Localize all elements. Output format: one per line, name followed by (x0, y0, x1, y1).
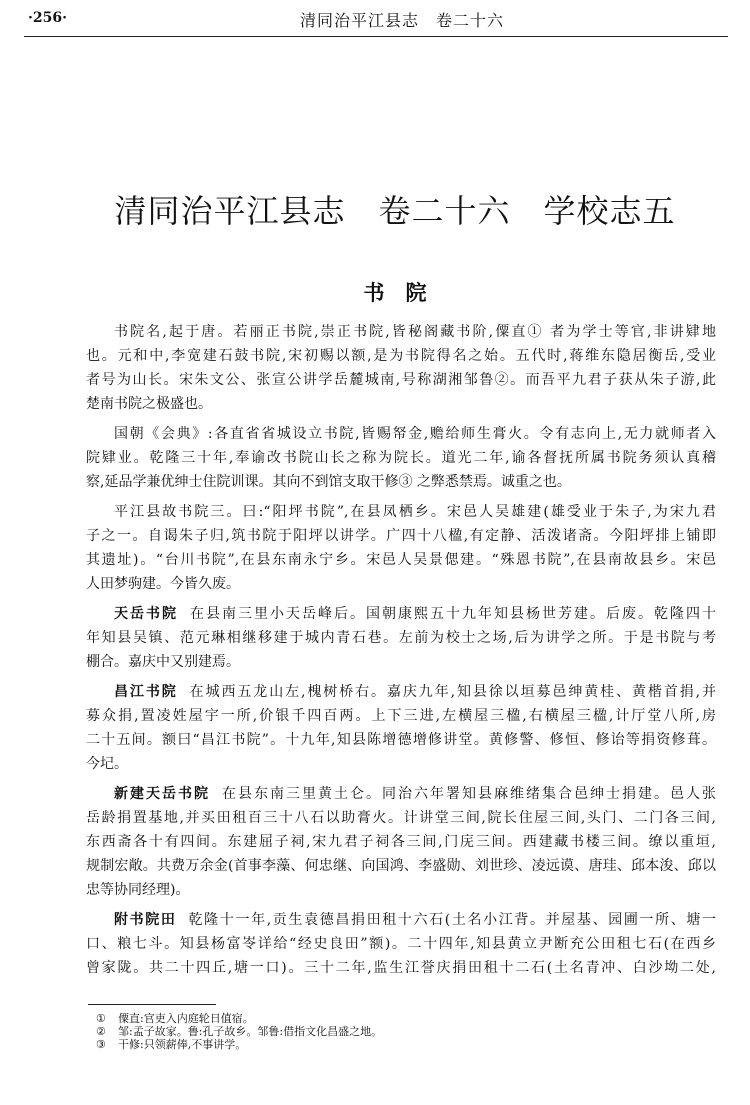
line-text: 国朝《会典》:各直省省城设立书院,皆赐帑金,赡给师生膏火。令有志向上,无力就师者入 (114, 426, 716, 442)
line-text: 在县南三里小天岳峰后。国朝康熙五十九年知县杨世芳建。后废。乾隆四十 (190, 606, 716, 622)
page-title: 清同治平江县志 卷二十六 学校志五 (114, 192, 676, 230)
paragraph (86, 422, 716, 494)
line-text: 募众捐,置凌姓屋宇一所,价银千四百两。上下三进,左横屋三楹,右横屋三楹,计厅堂八所,房 (86, 708, 716, 724)
line-text: 年知县吴镇、范元琳相继移建于城内青石巷。左前为校士之场,后为讲学之所。于是书院与考 (86, 630, 716, 646)
text-line (86, 602, 716, 626)
text-line (86, 470, 716, 494)
footnote-text: 干修:只领薪俸,不事讲学。 (118, 1038, 247, 1051)
line-text: 岳龄捐置基地,并买田租百三十八石以助膏火。计讲堂三间,院长住屋三间,头门、二门各三间, (86, 810, 716, 826)
footnote-text: 僳直:官吏入内庭轮日值宿。 (118, 1012, 254, 1025)
paragraph (86, 602, 716, 674)
line-text: 棚合。嘉庆中又别建焉。 (86, 654, 240, 670)
text-line (86, 524, 716, 548)
line-text: 东西斋各十有四间。东建屈子祠,宋九君子祠各三间,门庑三间。西建藏书楼三间。缭以重垣, (86, 834, 716, 850)
line-text: 人田梦驹建。今皆久废。 (86, 576, 240, 592)
text-line (86, 956, 716, 980)
line-text: 二十五间。额曰“昌江书院”。十九年,知县陈增德增修讲堂。黄修警、修恒、修诒等捐资修葺。 (86, 732, 716, 748)
text-line (86, 752, 716, 776)
text-line (86, 830, 716, 854)
line-text: 书院名,起于唐。若丽正书院,崇正书院,皆秘阁藏书阶,僳直① 者为学士等官,非讲肄地 (114, 324, 716, 340)
body-text (86, 320, 716, 980)
paragraph (86, 782, 716, 902)
text-line (86, 704, 716, 728)
line-text: 忠等协同经理)。 (86, 882, 190, 898)
text-line (86, 650, 716, 674)
text-line (86, 500, 716, 524)
paragraph (86, 320, 716, 416)
text-line (86, 854, 716, 878)
text-line (86, 392, 716, 416)
line-text: 院肄业。乾隆三十年,奉谕改书院山长之称为院长。道光二年,谕各督抚所属书院务须认真稽 (86, 450, 716, 466)
entry-heading: 附书院田 (114, 912, 177, 928)
line-text: 乾隆十一年,贡生袁德昌捐田租十六石(土名小江背。并屋基、园圃一所、塘一 (188, 912, 717, 928)
line-text: 规制宏敞。共费万余金(首事李藻、何忠继、向国鸿、李盛勋、刘世珍、凌远谟、唐珪、邱本浚、邱以 (86, 858, 716, 874)
text-line (86, 572, 716, 596)
footnote-mark: ② (96, 1025, 106, 1038)
footnote-text: 邹:孟子故家。鲁:孔子故乡。邹鲁:借指文化昌盛之地。 (118, 1025, 383, 1038)
line-text: 楚南书院之极盛也。 (86, 396, 212, 412)
text-line (86, 932, 716, 956)
text-line (86, 782, 716, 806)
text-line (86, 548, 716, 572)
text-line (86, 908, 716, 932)
running-title: 清同治平江县志 卷二十六 (300, 11, 505, 30)
paragraph (86, 680, 716, 776)
footnote (96, 1012, 382, 1025)
footnote-rule (88, 1004, 216, 1005)
text-line (86, 446, 716, 470)
line-text: 曾家陇。共二十四丘,塘一口)。三十二年,监生江誉庆捐田租十二石(土名青冲、白沙坳二处, (86, 960, 716, 976)
paragraph (86, 908, 716, 980)
line-text: 平江县故书院三。曰:“阳坪书院”,在县凤栖乡。宋邑人吴雄建(雄受业于朱子,为宋九君 (114, 504, 716, 520)
entry-heading: 天岳书院 (114, 606, 178, 622)
line-text: 子之一。自谒朱子归,筑书院于阳坪以讲学。广四十八楹,有定静、活泼诸斋。今阳坪排上铺即 (86, 528, 716, 544)
section-title: 书 院 (363, 280, 427, 305)
text-line (86, 728, 716, 752)
text-line (86, 680, 716, 704)
line-text: 者号为山长。宋朱文公、张宣公讲学岳麓城南,号称湖湘邹鲁②。而吾平九君子获从朱子游,此 (86, 372, 716, 388)
text-line (86, 368, 716, 392)
text-line (86, 344, 716, 368)
footnote-mark: ③ (96, 1038, 106, 1051)
footnote (96, 1025, 382, 1038)
line-text: 在县东南三里黄土仑。同治六年署知县麻维绪集合邑绅士捐建。邑人张 (222, 786, 716, 802)
line-text: 其遗址)。“台川书院”,在县东南永宁乡。宋邑人吴景偲建。“殊恩书院”,在县南故县乡。宋邑 (86, 552, 716, 568)
footnote-mark: ① (96, 1012, 106, 1025)
page-number: ·256· (28, 10, 67, 26)
paragraph (86, 500, 716, 596)
text-line (86, 320, 716, 344)
text-line (86, 626, 716, 650)
text-line (86, 878, 716, 902)
text-line (86, 422, 716, 446)
footnotes (96, 1012, 382, 1051)
text-line (86, 806, 716, 830)
entry-heading: 新建天岳书院 (114, 786, 210, 802)
line-text: 察,延品学兼优绅士住院训课。其向不到馆支取干修③ 之弊悉禁焉。诚重之也。 (86, 474, 571, 490)
line-text: 也。元和中,李宽建石鼓书院,宋初赐以额,是为书院得名之始。五代时,蒋维东隐居衡岳,受业 (86, 348, 716, 364)
header-rule (24, 36, 728, 37)
line-text: 在城西五龙山左,槐树桥右。嘉庆九年,知县徐以垣募邑绅黄桂、黄楷首捐,并 (189, 684, 716, 700)
line-text: 今圮。 (86, 756, 128, 772)
footnote (96, 1038, 382, 1051)
line-text: 口、粮七斗。知县杨富岺详给“经史良田”额)。二十四年,知县黄立尹断充公田租七石(在西乡 (86, 936, 716, 952)
entry-heading: 昌江书院 (114, 684, 178, 700)
